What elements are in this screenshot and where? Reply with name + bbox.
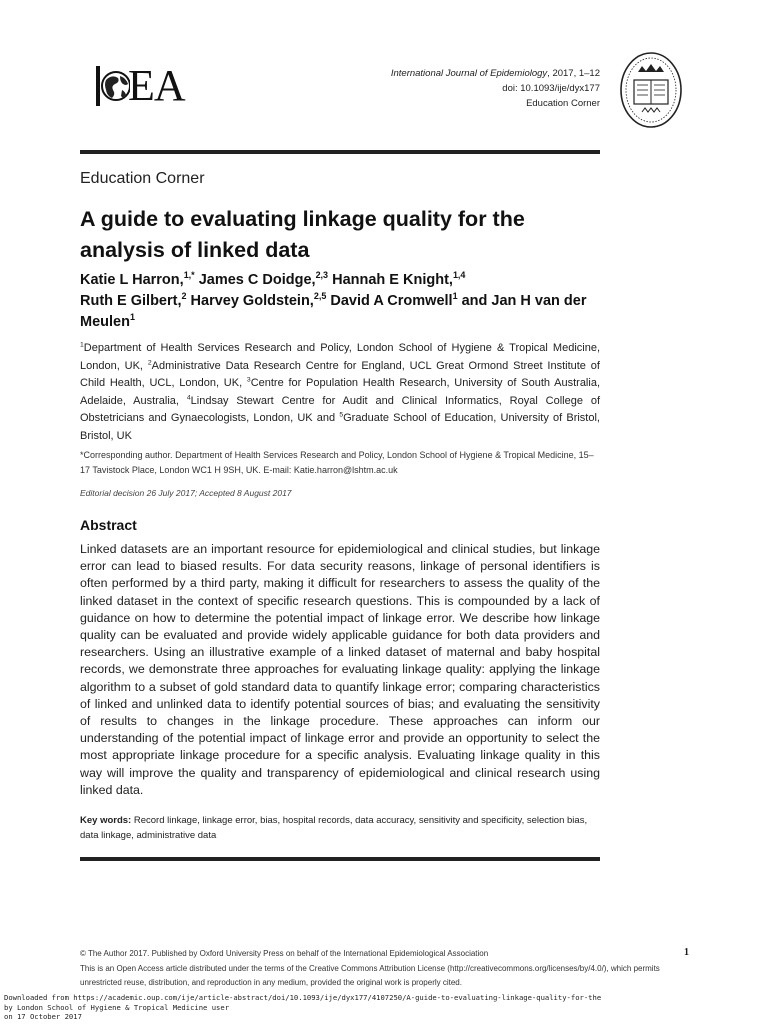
keywords bbox=[80, 813, 600, 843]
journal-year-pages: , 2017, 1–12 bbox=[547, 68, 600, 79]
affiliations: $^1$Department of Health Services Research and Policy, London School of Hygiene & Tropical Medicine, London, UK, $^2$Administrative Data Research Centre for England, UCL Great Ormond Street Institute of Child Health, UCL, London, UK, $^3$Centre for Population Health Research, University of South Australia, Adelaide, Australia, $^4$Lindsay Stewart Centre for Audit and Clinical Informatics, Royal College of Obstetricians and Gynaecologists, London, UK and $^5$Graduate School of Education, University of Bristol, Bristol, UK bbox=[80, 341, 601, 442]
author: David A Cromwell$^1$ bbox=[330, 291, 458, 309]
affiliation: Administrative Data Research Centre for England, UCL Great Ormond Street Institute of Child Health, UCL, London, UK, bbox=[80, 359, 600, 389]
affiliation: Centre for Population Health Research, University of South Australia, Adelaide, Australia, bbox=[80, 377, 600, 407]
author: Hannah E Knight,$^{1,4}$ bbox=[332, 270, 466, 288]
author-list bbox=[80, 270, 600, 333]
journal-name: International Journal of Epidemiology bbox=[390, 68, 548, 79]
author: Katie L Harron,$^{1,*}$ bbox=[80, 270, 195, 288]
affiliation: Graduate School of Education, University of Bristol, Bristol, UK bbox=[80, 412, 600, 442]
page-number: 1 bbox=[684, 947, 689, 958]
keywords-label: Key words: bbox=[80, 815, 132, 826]
affiliation: Department of Health Services Research and Policy, London School of Hygiene & Tropical Medicine, London, UK, bbox=[80, 342, 600, 372]
author: and Jan H van der Meulen$^1$ bbox=[80, 293, 587, 330]
logo-wordmark: EA bbox=[128, 61, 185, 110]
affiliation: Lindsay Stewart Centre for Audit and Clinical Informatics, Royal College of Obstetricians and Gynaecologists, London, UK and bbox=[80, 394, 601, 424]
editorial-dates: Editorial decision 26 July 2017; Accepted 8 August 2017 bbox=[80, 488, 292, 498]
header-section-label: Education Corner bbox=[526, 98, 600, 109]
doi: doi: 10.1093/ije/dyx177 bbox=[502, 83, 600, 94]
license-text: This is an Open Access article distributed under the terms of the Creative Commons Attribution License (http://creativecommons.org/licenses/by/4.0/), which permits unrestricted reuse, distribution, and reproduction in any medium, provided the original work is properly cited. bbox=[80, 964, 660, 987]
association-seal-icon bbox=[618, 50, 684, 130]
keywords-text: Record linkage, linkage error, bias, hospital records, data accuracy, sensitivity and specificity, selection bias, data linkage, administrative data bbox=[80, 815, 588, 841]
abstract-heading: Abstract bbox=[80, 517, 137, 533]
top-rule bbox=[80, 150, 600, 154]
section-title: Education Corner bbox=[80, 170, 205, 187]
paper-title: A guide to evaluating linkage quality for the analysis of linked data bbox=[80, 207, 525, 262]
corresponding-author: *Corresponding author. Department of Health Services Research and Policy, London School of Hygiene & Tropical Medicine, 15–17 Tavistock Place, London WC1 H 9SH, UK. E-mail: Katie.harron@lshtm.ac.uk bbox=[80, 450, 594, 475]
download-stamp: Downloaded from https://academic.oup.com/ije/article-abstract/doi/10.1093/ije/dyx177/4107250/A-guide-to-evaluating-linkage-quality-for-the by London School of Hygiene & Tropical Medicine user on 17 October 2017 bbox=[4, 993, 602, 1021]
author: James C Doidge,$^{2,3}$ bbox=[198, 270, 329, 288]
journal-logo bbox=[88, 61, 200, 110]
bottom-rule bbox=[80, 857, 600, 861]
author: Harvey Goldstein,$^{2,5}$ bbox=[190, 291, 327, 309]
globe-icon bbox=[96, 64, 130, 108]
copyright: © The Author 2017. Published by Oxford University Press on behalf of the International Epidemiological Association bbox=[80, 949, 489, 958]
author: Ruth E Gilbert,$^2$ bbox=[80, 291, 187, 309]
journal-info bbox=[391, 66, 600, 111]
abstract-body: Linked datasets are an important resource for epidemiological and clinical studies, but linkage error can lead to biased results. For data security reasons, linkage of personal identifiers is often performed by a third party, making it difficult for researchers to assess the quality of the linked dataset in the context of specific research questions. This is compounded by a lack of guidance on how to determine the potential impact of linkage error. We describe how linkage quality can be evaluated and provide widely applicable guidance for both data providers and researchers. Using an illustrative example of a linked dataset of maternal and baby hospital records, we demonstrate three approaches for evaluating linkage quality: applying the linkage algorithm to a subset of gold standard data to quantify linkage error; comparing characteristics of linked and unlinked data to identify potential sources of bias; and evaluating the sensitivity of results to changes in the linkage procedure. These approaches can inform our understanding of the potential impact of linkage error and provide an opportunity to select the most appropriate linkage procedure for a specific analysis. Evaluating linkage quality in this way will improve the quality and transparency of epidemiological and clinical research using linked data. bbox=[80, 542, 600, 797]
